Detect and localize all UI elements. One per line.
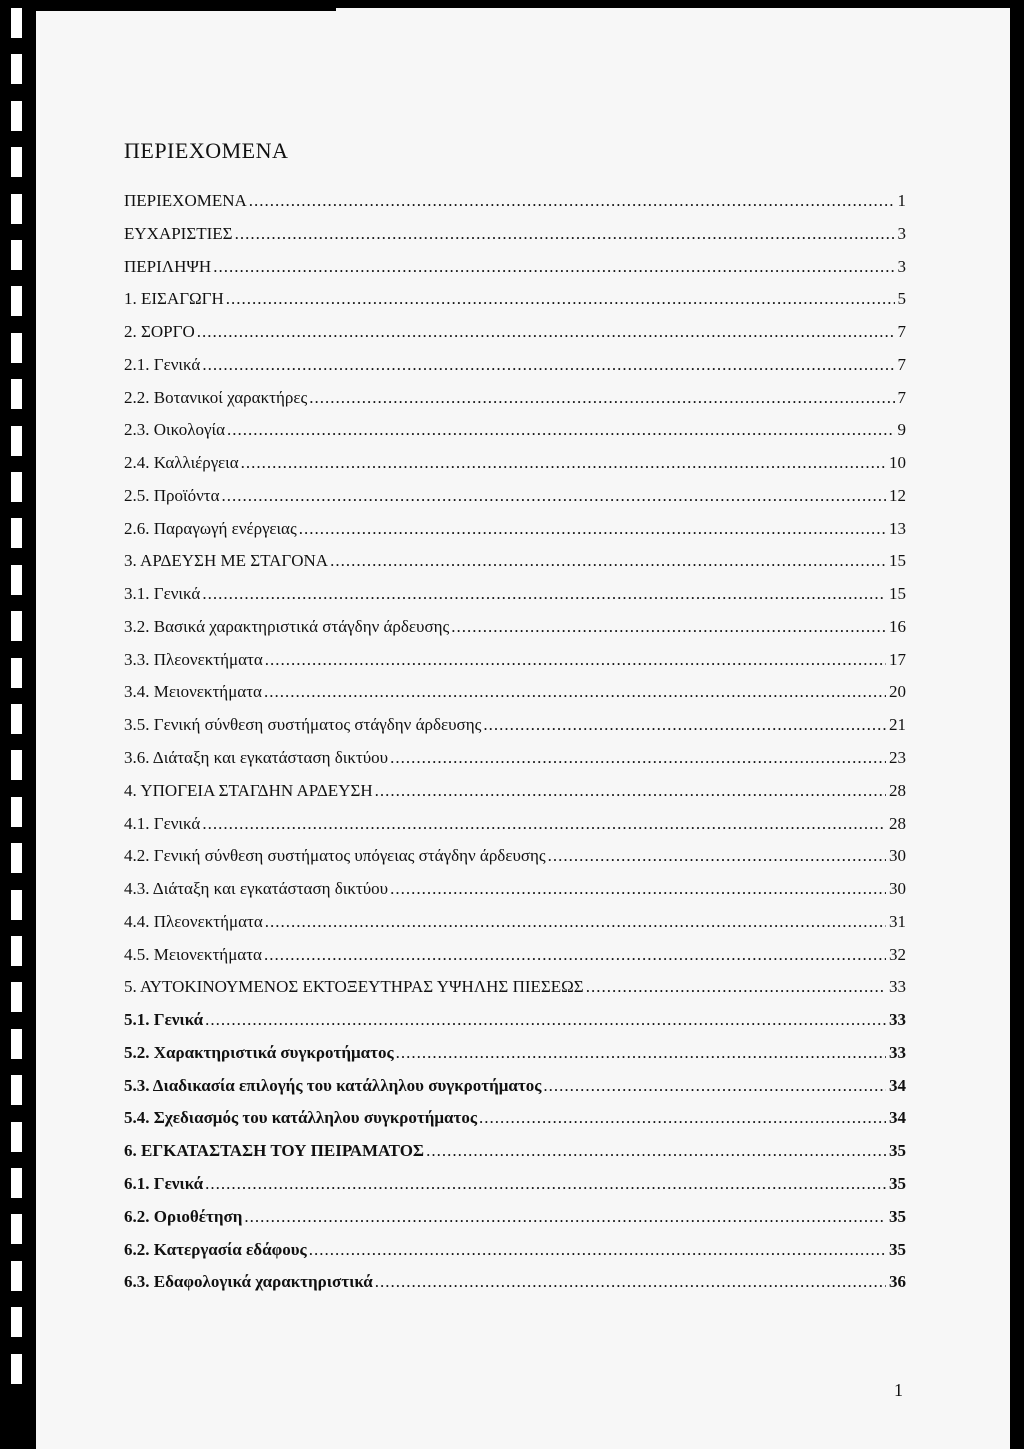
toc-entry-page: 35 [889, 1141, 906, 1161]
toc-entry-page: 32 [889, 944, 906, 964]
toc-entry[interactable] [124, 1207, 906, 1240]
toc-leader-dots [226, 289, 895, 309]
toc-entry[interactable] [124, 420, 906, 453]
toc-entry-label: 3.4. Μειονεκτήματα [124, 682, 262, 702]
toc-leader-dots [375, 781, 886, 801]
toc-entry-label: 2.3. Οικολογία [124, 420, 226, 440]
toc-entry-label: 6.2. Οριοθέτηση [124, 1206, 243, 1226]
toc-entry-page: 3 [897, 223, 906, 243]
binding-hole [11, 194, 22, 224]
toc-leader-dots [227, 420, 894, 440]
toc-entry-label: 5.4. Σχεδιασμός του κατάλληλου συγκροτήματος [124, 1108, 477, 1128]
toc-entry-page: 28 [889, 780, 906, 800]
toc-leader-dots [205, 1010, 886, 1030]
toc-entry-page: 12 [889, 485, 906, 505]
toc-entry-label: 5. ΑΥΤΟΚΙΝΟΥΜΕΝΟΣ ΕΚΤΟΞΕΥΤΗΡΑΣ ΥΨΗΛΗΣ ΠΙΕΣΕΩΣ [124, 977, 584, 997]
toc-entry-page: 28 [889, 813, 906, 833]
toc-leader-dots [390, 879, 886, 899]
toc-entry-label: 4.3. Διάταξη και εγκατάσταση δικτύου [124, 879, 389, 899]
toc-entry[interactable] [124, 617, 906, 650]
toc-entry-label: 3.5. Γενική σύνθεση συστήματος στάγδην άρδευσης [124, 715, 482, 735]
toc-entry-label: 6. ΕΓΚΑΤΑΣΤΑΣΗ ΤΟΥ ΠΕΙΡΑΜΑΤΟΣ [124, 1141, 425, 1161]
toc-leader-dots [451, 617, 886, 637]
toc-entry-label: 2.4. Καλλιέργεια [124, 453, 239, 473]
toc-entry-label: 5.2. Χαρακτηριστικά συγκροτήματος [124, 1042, 394, 1062]
toc-entry-label: 6.1. Γενικά [124, 1173, 204, 1193]
toc-entry-label: 3.3. Πλεονεκτήματα [124, 649, 263, 669]
toc-entry[interactable] [124, 486, 906, 519]
toc-leader-dots [241, 453, 886, 473]
toc-entry-label: 4.5. Μειονεκτήματα [124, 944, 262, 964]
toc-entry[interactable] [124, 1108, 906, 1141]
toc-entry-label: ΕΥΧΑΡΙΣΤΙΕΣ [124, 223, 233, 243]
toc-entry[interactable] [124, 224, 906, 257]
toc-entry-page: 30 [889, 879, 906, 899]
binding-hole [11, 147, 22, 177]
binding-hole [11, 1029, 22, 1059]
binding-hole [11, 1354, 22, 1384]
toc-leader-dots [264, 682, 886, 702]
toc-entry[interactable] [124, 1174, 906, 1207]
document-page [36, 8, 1010, 1449]
toc-entry-label: 4. ΥΠΟΓΕΙΑ ΣΤΑΓΔΗΝ ΑΡΔΕΥΣΗ [124, 780, 373, 800]
toc-leader-dots [202, 584, 886, 604]
toc-leader-dots [202, 355, 894, 375]
toc-entry-label: 2.6. Παραγωγή ενέργειας [124, 518, 297, 538]
toc-entry-label: 5.3. Διαδικασία επιλογής του κατάλληλου συγκροτήματος [124, 1075, 542, 1095]
toc-leader-dots [264, 945, 886, 965]
toc-entry[interactable] [124, 650, 906, 683]
toc-entry-page: 35 [889, 1239, 906, 1259]
binding-hole [11, 611, 22, 641]
toc-entry-page: 16 [889, 616, 906, 636]
toc-entry[interactable] [124, 551, 906, 584]
binding-hole [11, 1261, 22, 1291]
toc-entry-label: 4.2. Γενική σύνθεση συστήματος υπόγειας στάγδην άρδευσης [124, 846, 546, 866]
toc-entry[interactable] [124, 1240, 906, 1273]
toc-entry[interactable] [124, 814, 906, 847]
binding-hole [11, 472, 22, 502]
toc-entry-label: 6.3. Εδαφολογικά χαρακτηριστικά [124, 1272, 373, 1292]
toc-leader-dots [265, 912, 886, 932]
toc-leader-dots [299, 519, 886, 539]
toc-leader-dots [426, 1141, 886, 1161]
toc-entry-label: 2. ΣΟΡΓΟ [124, 322, 195, 342]
binding-hole [11, 240, 22, 270]
binding-hole [11, 333, 22, 363]
toc-entry-page: 35 [889, 1173, 906, 1193]
toc-entry-page: 23 [889, 748, 906, 768]
binding-hole [11, 286, 22, 316]
toc-entry[interactable] [124, 846, 906, 879]
toc-entry[interactable] [124, 781, 906, 814]
toc-entry[interactable] [124, 912, 906, 945]
toc-entry[interactable] [124, 1010, 906, 1043]
binding-hole [11, 982, 22, 1012]
toc-heading: ΠΕΡΙΕΧΟΜΕΝΑ [124, 138, 289, 163]
toc-leader-dots [235, 224, 895, 244]
toc-leader-dots [265, 650, 886, 670]
toc-leader-dots [244, 1207, 886, 1227]
toc-leader-dots [479, 1108, 886, 1128]
toc-entry-label: 4.1. Γενικά [124, 813, 201, 833]
toc-entry[interactable] [124, 715, 906, 748]
toc-entry[interactable] [124, 682, 906, 715]
toc-leader-dots [396, 1043, 886, 1063]
toc-entry-page: 5 [897, 289, 906, 309]
binding-hole [11, 936, 22, 966]
toc-entry[interactable] [124, 977, 906, 1010]
toc-entry[interactable] [124, 388, 906, 421]
toc-entry-page: 7 [897, 387, 906, 407]
toc-entry[interactable] [124, 453, 906, 486]
page-number: 1 [894, 1380, 903, 1400]
binding-hole [11, 518, 22, 548]
toc-entry-label: 2.1. Γενικά [124, 354, 201, 374]
binding-hole [11, 797, 22, 827]
toc-entry-page: 17 [889, 649, 906, 669]
toc-leader-dots [586, 977, 886, 997]
toc-entry-label: 1. ΕΙΣΑΓΩΓΗ [124, 289, 224, 309]
toc-entry-label: 4.4. Πλεονεκτήματα [124, 911, 263, 931]
binding-hole [11, 658, 22, 688]
binding-hole [11, 101, 22, 131]
toc-entry[interactable] [124, 322, 906, 355]
toc-entry-page: 7 [897, 322, 906, 342]
binding-hole [11, 426, 22, 456]
toc-entry-page: 9 [897, 420, 906, 440]
toc-leader-dots [249, 191, 895, 211]
toc-entry[interactable] [124, 879, 906, 912]
toc-entry-page: 15 [889, 551, 906, 571]
toc-entry-label: 2.2. Βοτανικοί χαρακτήρες [124, 387, 308, 407]
toc-entry[interactable] [124, 945, 906, 978]
toc-entry-label: 5.1. Γενικά [124, 1010, 204, 1030]
toc-entry-label: ΠΕΡΙΛΗΨΗ [124, 256, 212, 276]
binding-hole [11, 1168, 22, 1198]
toc-leader-dots [213, 257, 894, 277]
toc-entry-page: 21 [889, 715, 906, 735]
toc-entry[interactable] [124, 257, 906, 290]
binding-hole [11, 843, 22, 873]
toc-entry-label: 3.6. Διάταξη και εγκατάσταση δικτύου [124, 748, 389, 768]
toc-leader-dots [202, 814, 886, 834]
toc-entry[interactable] [124, 191, 906, 224]
binding-hole [11, 54, 22, 84]
toc-leader-dots [205, 1174, 886, 1194]
binding-hole [11, 890, 22, 920]
toc-entry-page: 34 [889, 1108, 906, 1128]
toc-leader-dots [390, 748, 886, 768]
toc-leader-dots [309, 1240, 886, 1260]
toc-entry-page: 7 [897, 354, 906, 374]
toc-entry[interactable] [124, 584, 906, 617]
toc-entry[interactable] [124, 1076, 906, 1109]
toc-entry[interactable] [124, 289, 906, 322]
toc-entry-label: 3.1. Γενικά [124, 584, 201, 604]
toc-leader-dots [483, 715, 886, 735]
toc-entry-page: 3 [897, 256, 906, 276]
toc-entry-page: 36 [889, 1272, 906, 1292]
toc-leader-dots [222, 486, 886, 506]
toc-entry-page: 30 [889, 846, 906, 866]
binding-hole [11, 1307, 22, 1337]
binding-hole [11, 379, 22, 409]
binding-hole [11, 750, 22, 780]
binding-strip [0, 0, 36, 1449]
toc-entry[interactable] [124, 519, 906, 552]
binding-hole [11, 1075, 22, 1105]
toc-entry-page: 31 [889, 911, 906, 931]
toc-leader-dots [197, 322, 895, 342]
toc-entry-page: 1 [897, 191, 906, 210]
toc-leader-dots [543, 1076, 886, 1096]
toc-entry-page: 33 [889, 977, 906, 997]
toc-leader-dots [309, 388, 894, 408]
toc-entry-page: 20 [889, 682, 906, 702]
toc-entry[interactable] [124, 1272, 906, 1305]
table-of-contents [124, 191, 906, 1305]
toc-entry-label: 3.2. Βασικά χαρακτηριστικά στάγδην άρδευσης [124, 616, 450, 636]
toc-entry-label: 2.5. Προϊόντα [124, 485, 220, 505]
toc-entry-label: 6.2. Κατεργασία εδάφους [124, 1239, 307, 1259]
toc-leader-dots [375, 1272, 886, 1292]
toc-leader-dots [330, 551, 886, 571]
toc-entry-page: 10 [889, 453, 906, 473]
toc-entry-page: 15 [889, 584, 906, 604]
toc-entry-page: 33 [889, 1042, 906, 1062]
toc-entry-page: 13 [889, 518, 906, 538]
toc-leader-dots [548, 846, 886, 866]
binding-hole [11, 565, 22, 595]
toc-entry[interactable] [124, 1141, 906, 1174]
binding-hole [11, 8, 22, 38]
toc-entry-page: 33 [889, 1010, 906, 1030]
toc-entry-page: 34 [889, 1075, 906, 1095]
toc-entry-page: 35 [889, 1206, 906, 1226]
binding-hole [11, 1214, 22, 1244]
binding-hole [11, 1122, 22, 1152]
toc-entry[interactable] [124, 748, 906, 781]
toc-entry[interactable] [124, 355, 906, 388]
toc-entry[interactable] [124, 1043, 906, 1076]
binding-hole [11, 704, 22, 734]
toc-entry-label: ΠΕΡΙΕΧΟΜΕΝΑ [124, 191, 247, 210]
toc-entry-label: 3. ΑΡΔΕΥΣΗ ΜΕ ΣΤΑΓΟΝΑ [124, 551, 329, 571]
